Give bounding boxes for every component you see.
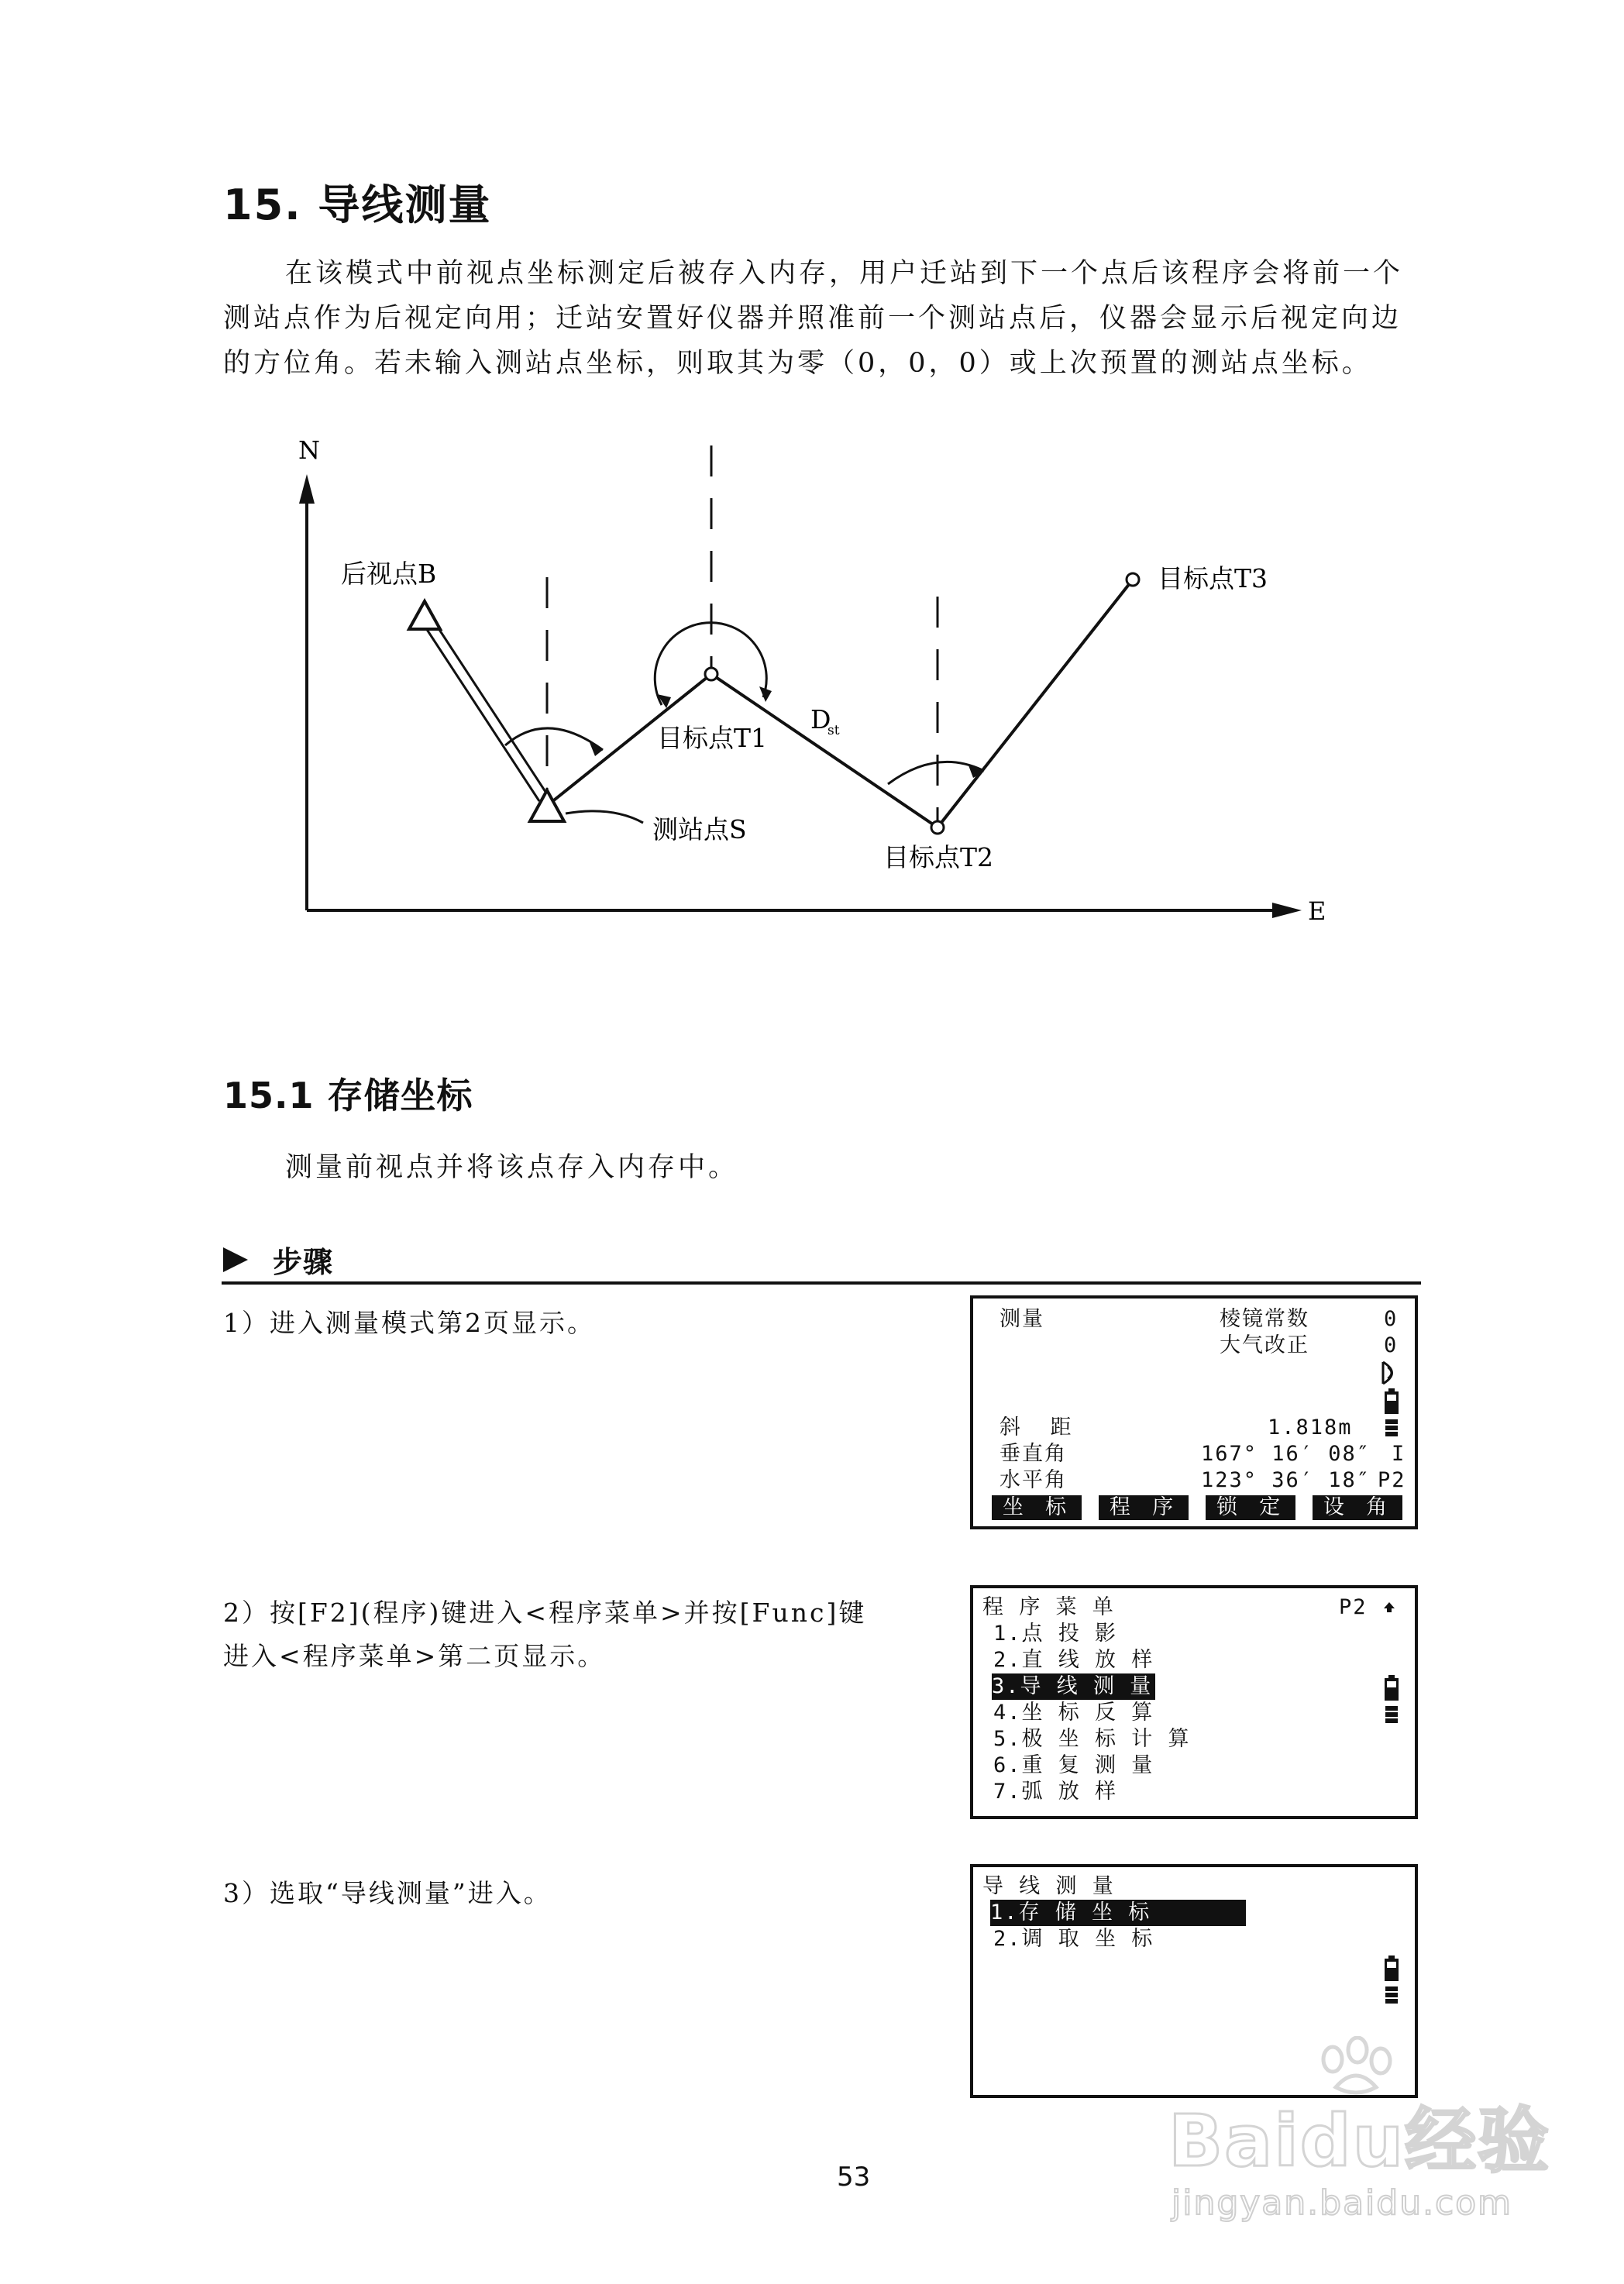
- steps-heading: 步骤: [273, 1245, 334, 1279]
- t1-point-icon: [705, 668, 717, 680]
- subsection-desc: 测量前视点并将该点存入内存中。: [285, 1152, 739, 1183]
- scroll-up-icon[interactable]: [1382, 1601, 1396, 1615]
- subsection-title: 15.1 存储坐标: [223, 1075, 473, 1116]
- battery-icon: [1384, 1388, 1399, 1415]
- steps-rule: [222, 1281, 1421, 1285]
- backsight-label: 后视点B: [341, 559, 437, 589]
- distance-label: D: [810, 704, 831, 734]
- angle-arc-t1-arrow-icon: [759, 686, 772, 702]
- play-triangle-icon: [222, 1246, 249, 1274]
- step-2-line-1: 2）按[F2](程序)键进入<程序菜单>并按[Func]键: [223, 1598, 867, 1628]
- watermark-url: jingyan.baidu.com: [1172, 2183, 1513, 2223]
- section-title: 15. 导线测量: [223, 181, 492, 229]
- softkey-coord[interactable]: 坐 标: [992, 1495, 1082, 1520]
- screen1-row-hangle-value: 123° 36′ 18″: [1201, 1468, 1371, 1492]
- angle-arc-station: [505, 728, 603, 750]
- screen1-row-slope-value: 1.818m: [1268, 1415, 1353, 1440]
- prism-signal-icon: [1381, 1360, 1402, 1385]
- angle-arc-t2: [888, 762, 982, 784]
- screen1-row-hangle-flag: P2: [1378, 1468, 1406, 1492]
- screen2-item-3-selected[interactable]: 3.导 线 测 量: [992, 1673, 1155, 1700]
- screen1-row-hangle-label: 水平角: [1000, 1468, 1067, 1492]
- screen1-row-vangle-label: 垂直角: [1000, 1442, 1067, 1466]
- step-2-line-2: 进入<程序菜单>第二页显示。: [223, 1641, 606, 1671]
- screen1-prism-label: 棱镜常数: [1220, 1307, 1309, 1331]
- screen1-title: 测量: [1000, 1307, 1044, 1331]
- mode-indicator-icon: [1384, 1418, 1399, 1438]
- n-axis-arrow-icon: [299, 474, 315, 504]
- step-1-text: 1）进入测量模式第2页显示。: [223, 1308, 595, 1338]
- leg-t2-t3: [938, 580, 1133, 827]
- mode-indicator-icon: [1384, 1985, 1399, 2005]
- backsight-triangle-icon: [409, 601, 440, 629]
- softkey-set-angle[interactable]: 设 角: [1313, 1495, 1402, 1520]
- e-axis-arrow-icon: [1272, 903, 1302, 918]
- battery-icon: [1384, 1675, 1399, 1701]
- battery-icon: [1384, 1956, 1399, 1982]
- backsight-line-a: [425, 626, 539, 801]
- t1-label: 目标点T1: [657, 723, 768, 753]
- step-3-text: 3）选取“导线测量”进入。: [223, 1878, 552, 1908]
- t2-point-icon: [931, 821, 944, 834]
- softkey-program[interactable]: 程 序: [1099, 1495, 1189, 1520]
- screen2-item-2[interactable]: 2.直 线 放 样: [993, 1648, 1154, 1672]
- screen2-item-5[interactable]: 5.极 坐 标 计 算: [993, 1727, 1191, 1751]
- softkey-lock[interactable]: 锁 定: [1206, 1495, 1295, 1520]
- screen3-item-1-selected[interactable]: 1.存 储 坐 标: [990, 1900, 1246, 1926]
- page-number: 53: [837, 2162, 871, 2193]
- station-label: 测站点S: [652, 814, 747, 844]
- t2-label: 目标点T2: [883, 842, 994, 872]
- screen2-item-4[interactable]: 4.坐 标 反 算: [993, 1701, 1154, 1725]
- screen1-atm-value: 0: [1384, 1333, 1399, 1357]
- lcd-screen-program-menu: [970, 1585, 1418, 1819]
- screen2-item-7[interactable]: 7.弧 放 样: [993, 1780, 1118, 1804]
- axis-n-label: N: [298, 435, 320, 465]
- t3-label: 目标点T3: [1158, 563, 1268, 593]
- traverse-diagram: [0, 0, 1624, 1007]
- screen3-title: 导 线 测 量: [982, 1874, 1115, 1898]
- axis-e-label: E: [1308, 896, 1326, 926]
- distance-subscript: st: [827, 723, 840, 738]
- screen2-title: 程 序 菜 单: [982, 1595, 1115, 1619]
- screen1-row-vangle-flag: I: [1392, 1442, 1406, 1466]
- screen1-row-slope-label: 斜 距: [1000, 1415, 1073, 1440]
- screen1-prism-value: 0: [1384, 1307, 1399, 1331]
- intro-line-2: 测站点作为后视定向用；迁站安置好仪器并照准前一个测站点后，仪器会显示后视定向边: [223, 303, 1402, 334]
- t3-point-icon: [1127, 573, 1139, 586]
- station-leader: [566, 811, 643, 823]
- intro-line-3: 的方位角。若未输入测站点坐标，则取其为零（0，0，0）或上次预置的测站点坐标。: [223, 348, 1372, 379]
- screen2-item-6[interactable]: 6.重 复 测 量: [993, 1753, 1154, 1777]
- watermark-brand: Baidu经验: [1168, 2100, 1551, 2183]
- backsight-line-b: [434, 621, 549, 796]
- intro-line-1: 在该模式中前视点坐标测定后被存入内存，用户迁站到下一个点后该程序会将前一个: [285, 258, 1404, 289]
- screen2-item-1[interactable]: 1.点 投 影: [993, 1622, 1118, 1646]
- screen1-row-vangle-value: 167° 16′ 08″: [1201, 1442, 1371, 1466]
- lcd-screen-measure: [970, 1295, 1418, 1529]
- screen1-atm-label: 大气改正: [1220, 1333, 1309, 1357]
- screen2-page: P2: [1339, 1595, 1368, 1619]
- screen3-item-2[interactable]: 2.调 取 坐 标: [993, 1927, 1154, 1951]
- mode-indicator-icon: [1384, 1704, 1399, 1725]
